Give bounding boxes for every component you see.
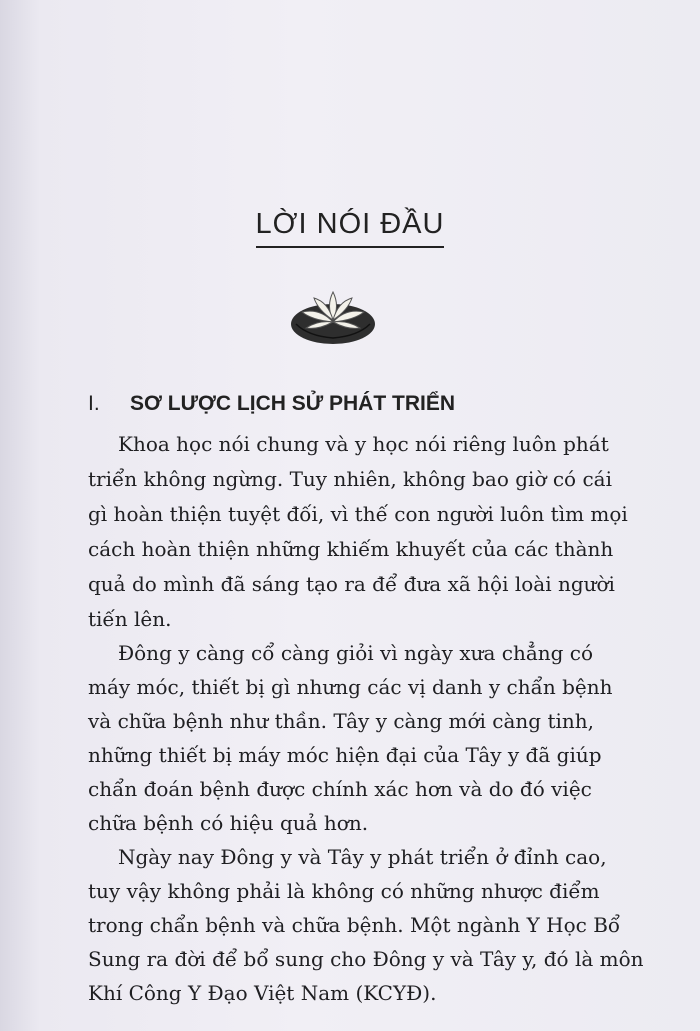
text-line: tuy vậy không phải là không có những nhược điểm [88,879,600,903]
text-line: Khoa học nói chung và y học nói riêng luôn phát [118,432,609,456]
text-line: Đông y càng cổ càng giỏi vì ngày xưa chẳng có [118,641,594,665]
text-line: chữa bệnh có hiệu quả hơn. [88,811,369,835]
text-line: trong chẩn bệnh và chữa bệnh. Một ngành Y Học Bổ [88,913,621,937]
text-line: quả do mình đã sáng tạo ra để đưa xã hội loài người [88,572,615,596]
lotus-ornament-icon [288,284,378,346]
text-line: những thiết bị máy móc hiện đại của Tây y đã giúp [88,743,602,767]
section-number: I. [88,392,100,415]
text-line: chẩn đoán bệnh được chính xác hơn và do đó việc [88,777,592,801]
section-heading [88,392,455,416]
text-line: và chữa bệnh như thần. Tây y càng mới càng tinh, [88,709,594,733]
text-line: triển không ngừng. Tuy nhiên, không bao giờ có cái [88,467,612,491]
text-line: Ngày nay Đông y và Tây y phát triển ở đỉnh cao, [118,845,607,869]
text-line: máy móc, thiết bị gì nhưng các vị danh y chẩn bệnh [88,675,613,699]
text-line: Khí Công Y Đạo Việt Nam (KCYĐ). [88,981,437,1005]
text-line: gì hoàn thiện tuyệt đối, vì thế con người luôn tìm mọi [88,502,628,526]
page-title: LỜI NÓI ĐẦU [0,208,700,241]
text-line: tiến lên. [88,607,172,631]
section-title: SƠ LƯỢC LỊCH SỬ PHÁT TRIỂN [130,392,456,415]
text-line: cách hoàn thiện những khiếm khuyết của các thành [88,537,614,561]
text-line: Sung ra đời để bổ sung cho Đông y và Tây y, đó là môn [88,947,644,971]
